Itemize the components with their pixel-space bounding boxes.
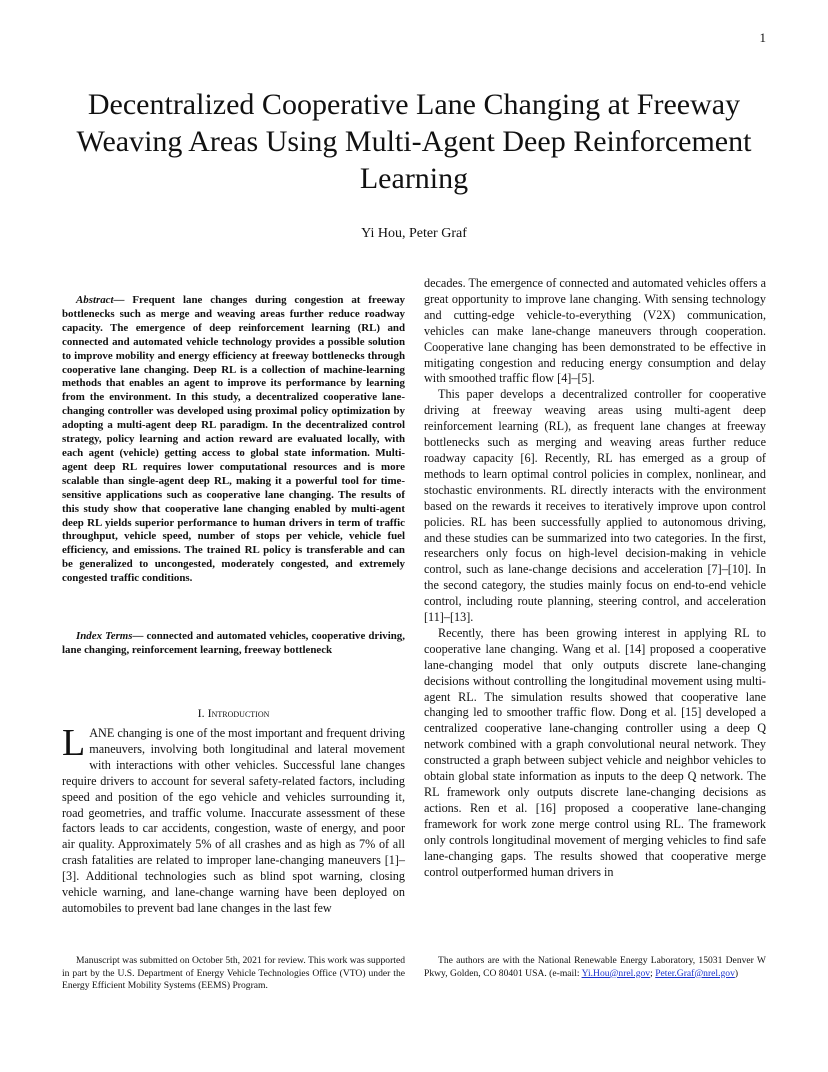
footnote-close: ): [734, 967, 739, 979]
page-number: 1: [759, 30, 766, 45]
abstract-dash: —: [113, 294, 133, 306]
index-terms: [62, 630, 405, 658]
email-link-graf[interactable]: Peter.Graf@nrel.gov: [655, 967, 735, 979]
footnote-affiliation: The authors are with the National Renewable Energy Laboratory, 15031 Denver W Pkwy, Golden, CO 80401 USA. (e-mail:: [424, 955, 766, 979]
section-heading: [62, 706, 405, 721]
email-separator: ;: [650, 967, 656, 979]
body-paragraph: Recently, there has been growing interest in applying RL to cooperative lane changing. Wang et al. [14] proposed a cooperative lane-changing model that only outputs discrete lane-changing decisions without controlling the longitudinal movement using multi-agent RL. The simulation results showed that cooperative lane changing led to smoother traffic flow. Dong et al. [15] developed a centralized cooperative lane-changing controller using a deep Q network combined with a graph convolutional neural network. They constructed a graph between subject vehicle and neighbor vehicles to obtain global state information as inputs to the deep Q network. The RL framework only outputs discrete lane-changing decisions as actions. Ren et al. [16] proposed a cooperative lane-changing framework for work zone merge control using RL. The framework only controls longitudinal movement of merging vehicles to find safe lane-changing gaps. The results showed that cooperative merge control outperformed human drivers in: [424, 625, 766, 879]
index-terms-text: connected and automated vehicles, cooperative driving, lane changing, reinforcement learning, freeway bottleneck: [62, 630, 405, 656]
intro-text: ANE changing is one of the most important and frequent driving maneuvers, involving both longitudinal and lateral movement with interactions with other vehicles. Successful lane changes require drivers to account for several safety-related factors, including speed and position of the ego vehicle and vehicles surrounding it, road geometries, and traffic volume. Inaccurate assessment of these factors leads to car accidents, congestion, waste of energy, and poor air quality. Approximately 5% of all crashes and as high as 7% of all crash fatalities are related to improper lane-changing maneuvers [1]–[3]. Additional technologies such as blind spot warning, closing vehicle warning, and lane-change warning have been deployed on automobiles to prevent bad lane changes in the last few: [62, 726, 405, 915]
body-paragraph: This paper develops a decentralized controller for cooperative driving at freeway weaving areas using multi-agent deep reinforcement learning (RL), as frequent lane changes at freeway bottlenecks such as merging and weaving areas further reduce roadway capacity [6]. Recently, RL has emerged as a group of methods to learn optimal control policies in complex, nonlinear, and stochastic environments. RL directly interacts with the environment based on the rewards it receives to iteratively improve upon control policies. RL has been successfully applied to autonomous driving, and these studies can be summarized into two categories. In the first, researchers only focus on high-level decision-making in vehicle control, such as lane-change decisions and acceleration [7]–[10]. In the second category, the studies mainly focus on end-to-end vehicle control, including route planning, steering control, and acceleration [11]–[13].: [424, 387, 766, 625]
footnote-manuscript: Manuscript was submitted on October 5th, 2021 for review. This work was supported in part by the U.S. Department of Energy Vehicle Technologies Office (VTO) under the Energy Efficient Mobility Systems (EEMS) Program.: [62, 955, 405, 992]
paper-title: Decentralized Cooperative Lane Changing at Freeway Weaving Areas Using Multi-Agent Deep Reinforcement Learning: [76, 88, 752, 195]
right-column: [424, 276, 766, 880]
abstract-text: Frequent lane changes during congestion at freeway bottlenecks such as merge and weaving areas further reduce roadway capacity. The emergence of deep reinforcement learning (RL) and connected and automated vehicle technology provides a possible solution to improve mobility and energy efficiency at freeway bottlenecks through cooperative lane changing. Deep RL is a collection of machine-learning methods that enables an agent to improve its performance by learning from the environment. In this study, a decentralized cooperative lane-changing controller was developed using proximal policy optimization by adopting a multi-agent deep RL paradigm. In the decentralized control strategy, policy learning and action reward are evaluated locally, with each agent (vehicle) getting access to global state information. Multi-agent deep RL requires lower computational resources and is more scalable than single-agent deep RL, making it a powerful tool for time-sensitive applications such as cooperative lane changing. The results of this study show that cooperative lane changing enabled by multi-agent deep RL yields superior performance to human drivers in term of traffic throughput, vehicle speed, number of stops per vehicle, vehicle fuel efficiency, and emissions. The trained RL policy is transferable and can be generalized to uncongested, moderately congested, and extremely congested traffic conditions.: [62, 294, 405, 585]
abstract-lead: Abstract: [76, 294, 114, 306]
section-name: Introduction: [207, 706, 270, 720]
footnote-authors: [424, 955, 766, 980]
author-list: Yi Hou, Peter Graf: [361, 226, 467, 241]
drop-cap: L: [62, 722, 86, 764]
index-terms-lead: Index Terms: [76, 630, 133, 642]
section-numeral: I.: [197, 706, 205, 720]
email-link-hou[interactable]: Yi.Hou@nrel.gov: [581, 967, 651, 979]
index-terms-dash: —: [132, 630, 147, 642]
intro-paragraph: [62, 722, 405, 917]
abstract: [62, 294, 405, 586]
body-paragraph: decades. The emergence of connected and automated vehicles offers a great opportunity to improve lane changing. With sensing technology and cutting-edge vehicle-to-everything (V2X) communication, vehicles can make lane-change maneuvers through cooperation. Cooperative lane changing has been demonstrated to be effective in mitigating congestion and reducing energy consumption and delay with smoothed traffic flow [4]–[5].: [424, 276, 766, 386]
